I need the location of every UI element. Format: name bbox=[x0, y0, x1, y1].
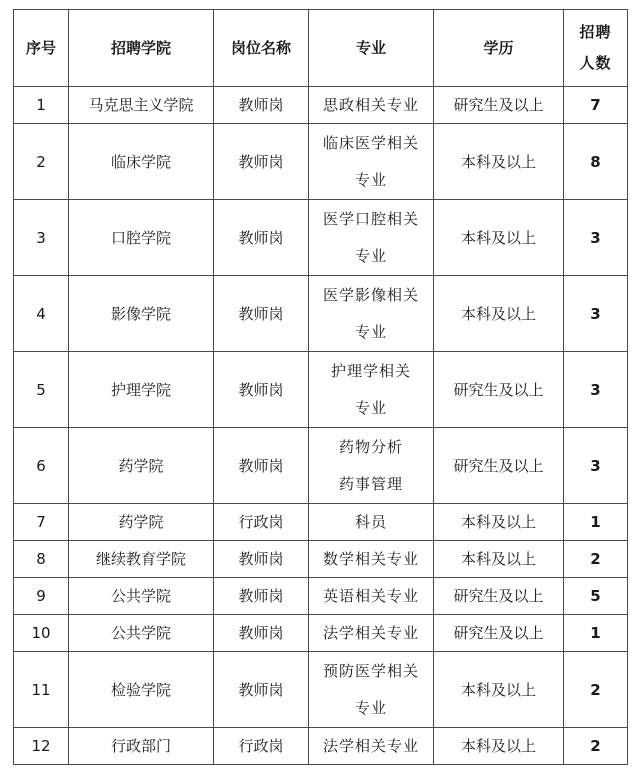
cell-dept: 行政部门 bbox=[69, 728, 214, 765]
cell-edu: 本科及以上 bbox=[434, 652, 564, 728]
cell-edu: 本科及以上 bbox=[434, 504, 564, 541]
cell-major-line: 数学相关专业 bbox=[322, 550, 419, 568]
cell-major-line: 护理学相关 bbox=[330, 361, 411, 380]
cell-post: 教师岗 bbox=[214, 615, 309, 652]
cell-dept: 影像学院 bbox=[69, 276, 214, 352]
header-major: 专业 bbox=[309, 10, 434, 87]
cell-dept: 口腔学院 bbox=[69, 200, 214, 276]
table-row bbox=[14, 200, 628, 276]
cell-major bbox=[309, 652, 434, 728]
table-header-row bbox=[14, 10, 628, 87]
cell-major bbox=[309, 615, 434, 652]
header-post: 岗位名称 bbox=[214, 10, 309, 87]
cell-dept: 临床学院 bbox=[69, 124, 214, 200]
cell-dept: 检验学院 bbox=[69, 652, 214, 728]
cell-dept: 护理学院 bbox=[69, 352, 214, 428]
cell-major-line: 专业 bbox=[354, 698, 387, 717]
cell-post: 教师岗 bbox=[214, 541, 309, 578]
cell-post: 教师岗 bbox=[214, 124, 309, 200]
table-row bbox=[14, 124, 628, 200]
cell-post: 教师岗 bbox=[214, 652, 309, 728]
cell-edu: 研究生及以上 bbox=[434, 352, 564, 428]
cell-major bbox=[309, 124, 434, 200]
cell-major-line: 专业 bbox=[354, 170, 387, 189]
cell-edu: 研究生及以上 bbox=[434, 578, 564, 615]
table-row bbox=[14, 276, 628, 352]
header-count-line2: 人数 bbox=[579, 54, 612, 72]
cell-edu: 本科及以上 bbox=[434, 124, 564, 200]
cell-major-line: 临床医学相关 bbox=[322, 133, 419, 152]
cell-post: 教师岗 bbox=[214, 578, 309, 615]
table-row bbox=[14, 541, 628, 578]
cell-major-line: 专业 bbox=[354, 398, 387, 417]
cell-major bbox=[309, 728, 434, 765]
cell-dept: 药学院 bbox=[69, 428, 214, 504]
cell-major-line: 法学相关专业 bbox=[322, 737, 419, 755]
cell-no: 7 bbox=[14, 504, 69, 541]
cell-post: 行政岗 bbox=[214, 504, 309, 541]
cell-post: 教师岗 bbox=[214, 200, 309, 276]
cell-major-line: 思政相关专业 bbox=[322, 96, 419, 114]
cell-no: 4 bbox=[14, 276, 69, 352]
recruitment-table bbox=[13, 9, 628, 765]
cell-edu: 研究生及以上 bbox=[434, 428, 564, 504]
cell-count: 2 bbox=[564, 541, 628, 578]
cell-dept: 药学院 bbox=[69, 504, 214, 541]
cell-major-line: 专业 bbox=[354, 322, 387, 341]
cell-major-line: 药事管理 bbox=[338, 474, 403, 493]
cell-major-line: 药物分析 bbox=[338, 437, 403, 456]
cell-count: 1 bbox=[564, 615, 628, 652]
cell-dept: 公共学院 bbox=[69, 578, 214, 615]
table-row bbox=[14, 352, 628, 428]
table-row bbox=[14, 504, 628, 541]
cell-post: 教师岗 bbox=[214, 428, 309, 504]
cell-count: 8 bbox=[564, 124, 628, 200]
cell-major-line: 英语相关专业 bbox=[322, 587, 419, 605]
table-body bbox=[14, 87, 628, 765]
cell-edu: 本科及以上 bbox=[434, 276, 564, 352]
cell-major bbox=[309, 541, 434, 578]
table-row bbox=[14, 87, 628, 124]
cell-no: 9 bbox=[14, 578, 69, 615]
cell-major bbox=[309, 87, 434, 124]
cell-no: 6 bbox=[14, 428, 69, 504]
cell-post: 教师岗 bbox=[214, 87, 309, 124]
cell-major bbox=[309, 200, 434, 276]
cell-dept: 马克思主义学院 bbox=[69, 87, 214, 124]
cell-post: 教师岗 bbox=[214, 276, 309, 352]
cell-edu: 本科及以上 bbox=[434, 728, 564, 765]
cell-major bbox=[309, 428, 434, 504]
cell-major bbox=[309, 578, 434, 615]
cell-major-line: 科员 bbox=[354, 513, 387, 531]
cell-count: 3 bbox=[564, 200, 628, 276]
cell-major bbox=[309, 352, 434, 428]
cell-major bbox=[309, 276, 434, 352]
cell-count: 5 bbox=[564, 578, 628, 615]
cell-count: 7 bbox=[564, 87, 628, 124]
cell-major-line: 医学口腔相关 bbox=[322, 209, 419, 228]
cell-no: 12 bbox=[14, 728, 69, 765]
cell-no: 8 bbox=[14, 541, 69, 578]
header-no: 序号 bbox=[14, 10, 69, 87]
cell-major-line: 法学相关专业 bbox=[322, 624, 419, 642]
cell-count: 3 bbox=[564, 428, 628, 504]
header-count bbox=[564, 10, 628, 87]
table-row bbox=[14, 652, 628, 728]
cell-major-line: 预防医学相关 bbox=[322, 661, 419, 680]
cell-count: 3 bbox=[564, 352, 628, 428]
cell-dept: 继续教育学院 bbox=[69, 541, 214, 578]
cell-count: 1 bbox=[564, 504, 628, 541]
table-row bbox=[14, 728, 628, 765]
table-row bbox=[14, 615, 628, 652]
cell-edu: 本科及以上 bbox=[434, 200, 564, 276]
cell-edu: 本科及以上 bbox=[434, 541, 564, 578]
cell-major bbox=[309, 504, 434, 541]
cell-post: 教师岗 bbox=[214, 352, 309, 428]
cell-edu: 研究生及以上 bbox=[434, 615, 564, 652]
cell-no: 3 bbox=[14, 200, 69, 276]
header-dept: 招聘学院 bbox=[69, 10, 214, 87]
header-edu: 学历 bbox=[434, 10, 564, 87]
cell-no: 5 bbox=[14, 352, 69, 428]
table-row bbox=[14, 428, 628, 504]
header-count-line1: 招聘 bbox=[579, 23, 612, 41]
cell-post: 行政岗 bbox=[214, 728, 309, 765]
cell-no: 2 bbox=[14, 124, 69, 200]
cell-no: 11 bbox=[14, 652, 69, 728]
cell-dept: 公共学院 bbox=[69, 615, 214, 652]
cell-no: 10 bbox=[14, 615, 69, 652]
cell-count: 2 bbox=[564, 728, 628, 765]
cell-no: 1 bbox=[14, 87, 69, 124]
cell-count: 3 bbox=[564, 276, 628, 352]
cell-major-line: 专业 bbox=[354, 246, 387, 265]
cell-major-line: 医学影像相关 bbox=[322, 285, 419, 304]
cell-count: 2 bbox=[564, 652, 628, 728]
table-row bbox=[14, 578, 628, 615]
cell-edu: 研究生及以上 bbox=[434, 87, 564, 124]
